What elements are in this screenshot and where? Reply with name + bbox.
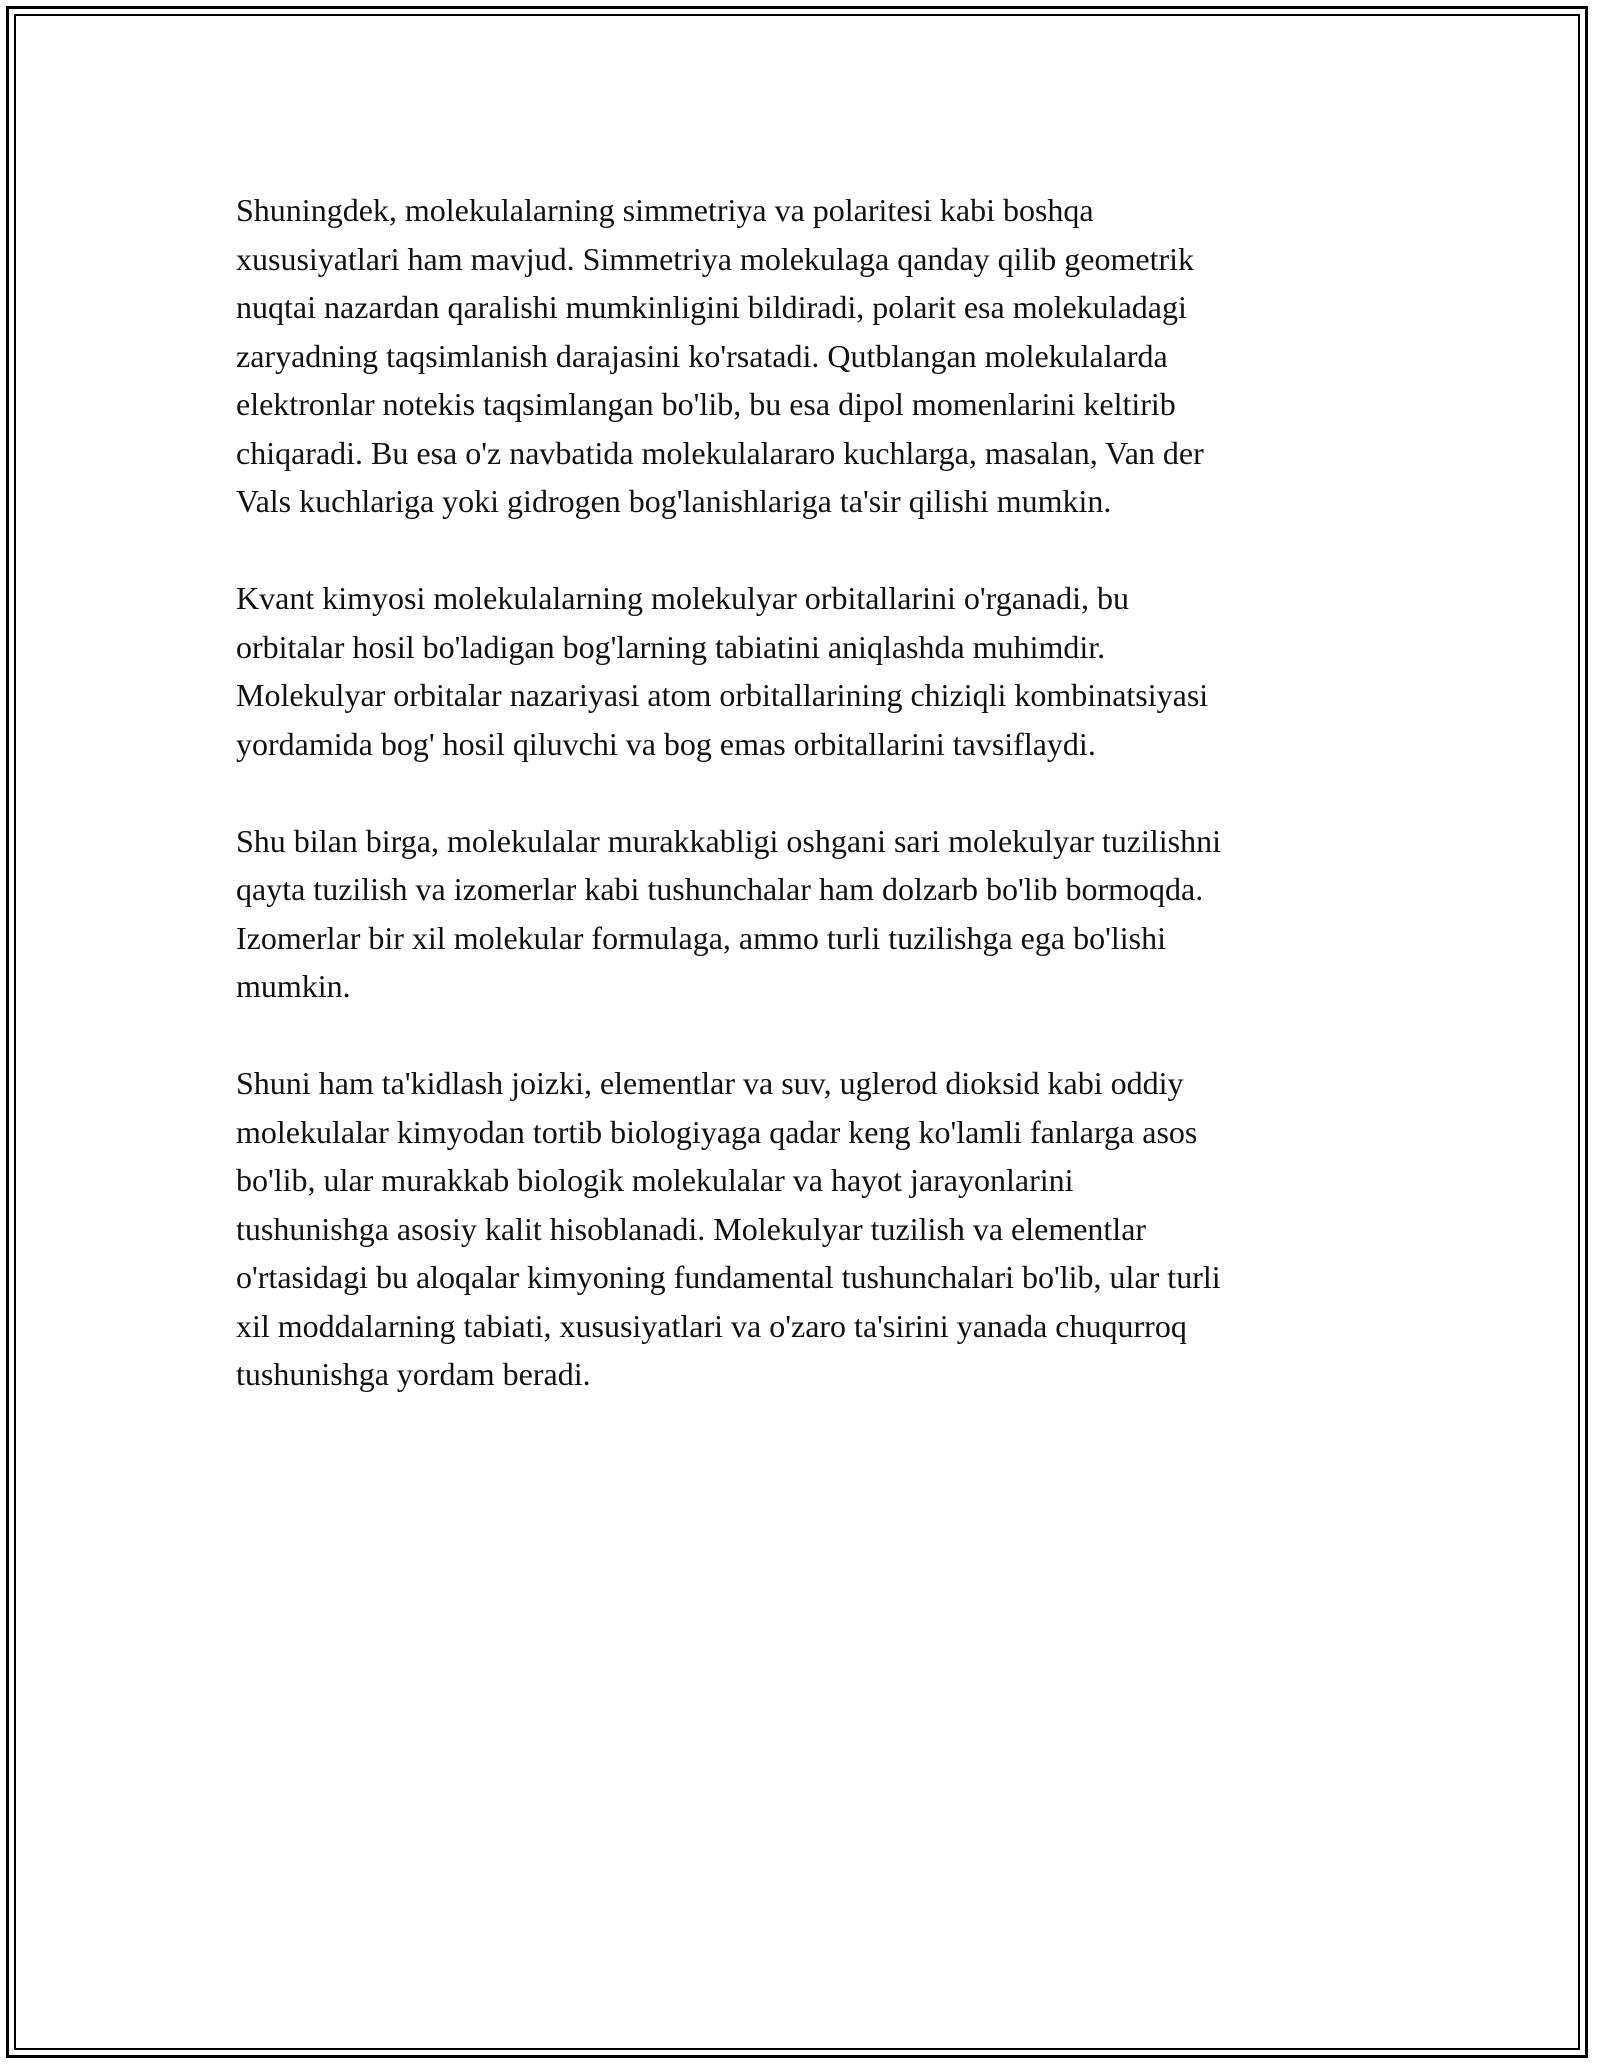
paragraph-symmetry-polarity: Shuningdek, molekulalarning simmetriya va polaritesi kabi boshqa xususiyatlari ham mavjud. Simmetriya molekulaga qanday qilib geometrik nuqtai nazardan qaralishi mumkinligini bildiradi, polarit esa molekuladagi zaryadning taqsimlanish darajasini ko'rsatadi. Qutblangan molekulalarda elektronlar notekis taqsimlangan bo'lib, bu esa dipol momenlarini keltirib chiqaradi. Bu esa o'z navbatida molekulalararo kuchlarga, masalan, Van der Vals kuchlariga yoki gidrogen bog'lanishlariga ta'sir qilishi mumkin. bbox=[236, 192, 1204, 519]
paragraph-simple-molecules: Shuni ham ta'kidlash joizki, elementlar va suv, uglerod dioksid kabi oddiy molekulalar kimyodan tortib biologiyaga qadar keng ko'lamli fanlarga asos bo'lib, ular murakkab biologik molekulalar va hayot jarayonlarini tushunishga asosiy kalit hisoblanadi. Molekulyar tuzilish va elementlar o'rtasidagi bu aloqalar kimyoning fundamental tushunchalari bo'lib, ular turli xil moddalarning tabiati, xususiyatlari va o'zaro ta'sirini yanada chuqurroq tushunishga yordam beradi. bbox=[236, 1065, 1221, 1392]
document-body bbox=[236, 186, 1376, 1447]
paragraph-isomers: Shu bilan birga, molekulalar murakkabligi oshgani sari molekulyar tuzilishni qayta tuzilish va izomerlar kabi tushunchalar ham dolzarb bo'lib bormoqda. Izomerlar bir xil molekular formulaga, ammo turli tuzilishga ega bo'lishi mumkin. bbox=[236, 822, 1221, 1004]
paragraph-quantum-chemistry: Kvant kimyosi molekulalarning molekulyar orbitallarini o'rganadi, bu orbitalar hosil bo'ladigan bog'larning tabiatini aniqlashda muhimdir. Molekulyar orbitalar nazariyasi atom orbitallarining chiziqli kombinatsiyasi yordamida bog' hosil qiluvchi va bog emas orbitallarini tavsiflaydi. bbox=[236, 580, 1209, 762]
